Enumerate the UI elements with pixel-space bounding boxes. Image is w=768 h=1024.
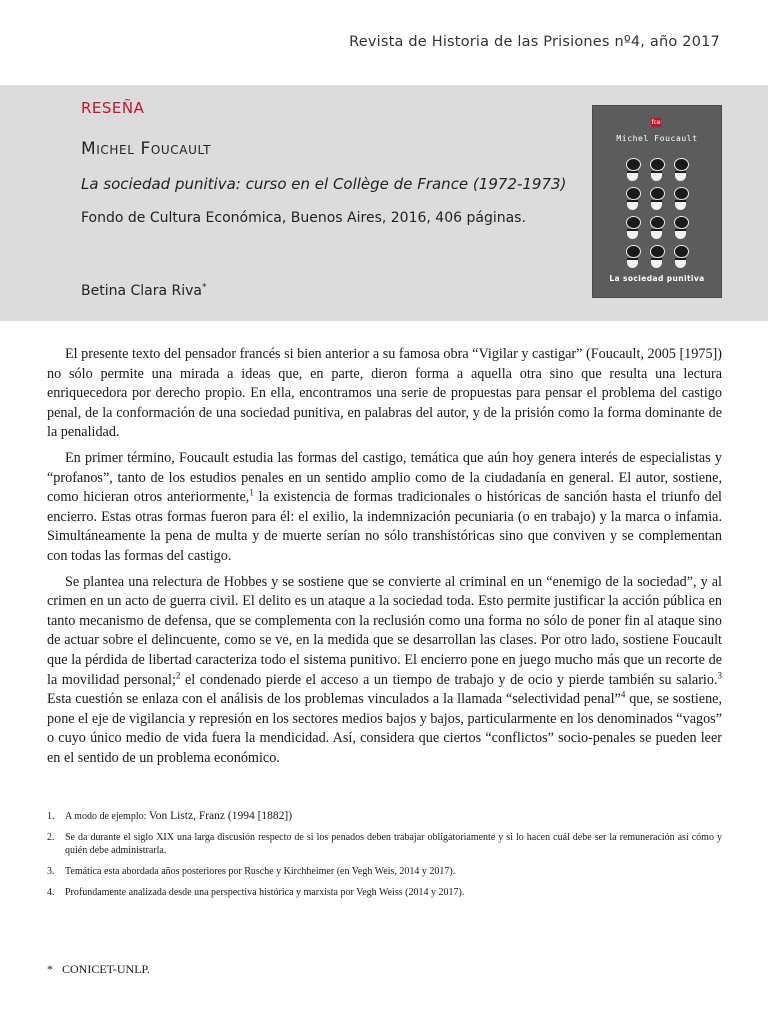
footnote-1 bbox=[47, 810, 722, 823]
affiliation-mark: * bbox=[47, 962, 53, 976]
head-figure-icon bbox=[669, 243, 693, 272]
publisher-info: Fondo de Cultura Económica, Buenos Aires, 2016, 406 páginas. bbox=[81, 210, 526, 226]
journal-header: Revista de Historia de las Prisiones nº4, año 2017 bbox=[349, 34, 720, 50]
paragraph-3-text-a: Se plantea una relectura de Hobbes y se sostiene que se convierte al criminal en un “enemigo de la sociedad”, y al crimen en un acto de guerra civil. El delito es un ataque a la sociedad toda. Esto permite justificar la acción pública en tanto mecanismo de defensa, que se complementa con la reclusión como una forma no sólo de poner fin al ataque sino de actuar sobre el delincuente, como se ve, en la medida que se desarrollan las clases. Por otro lado, sostiene Foucault que la pérdida de libertad caracteriza todo el sistema punitivo. El encierro pone en juego mucho más que un recorte de la movilidad personal; bbox=[47, 573, 722, 688]
footnote-number: 2. bbox=[47, 832, 55, 843]
paragraph-3 bbox=[47, 573, 722, 769]
head-figure-icon bbox=[669, 214, 693, 243]
paragraph-3-text-d: que, se sostiene, pone el eje de vigilancia y represión en los sectores medios bajos y bajos, particularmente en los denominados “vagos” o cuyo único medio de vida fuera la mendicidad. Así, considera que ciertos “conflictos” socio-penales se pueden leer en el sentido de un problema económico. bbox=[47, 691, 723, 766]
book-author: Michel Foucault bbox=[81, 139, 212, 159]
head-figure-icon bbox=[645, 243, 669, 272]
footnote-ref-1: 1 bbox=[249, 487, 254, 498]
cover-illustration bbox=[621, 156, 693, 272]
head-figure-icon bbox=[669, 185, 693, 214]
paragraph-1: El presente texto del pensador francés si bien anterior a su famosa obra “Vigilar y castigar” (Foucault, 2005 [1975]) no sólo permite una mirada a ideas que, en parte, dieron forma a aquella otra sino que resulta una lectura enriquecedora por derecho propio. En ella, encontramos una serie de propuestas para pensar el problema del castigo penal, de la conformación de una sociedad punitiva, en palabras del autor, y de la prisión como la forma dominante de la penalidad. bbox=[47, 346, 722, 441]
paragraph-3-text-c: Esta cuestión se enlaza con el análisis de los problemas vinculados a la llamada “selectividad penal” bbox=[47, 691, 621, 708]
footnote-text: Profundamente analizada desde una perspectiva histórica y marxista por Vegh Weiss (2014 y 2017). bbox=[65, 887, 465, 898]
footnote-reference: Von Listz, Franz (1994 [1882]) bbox=[148, 810, 293, 822]
footnote-text-lead: A modo de ejemplo: bbox=[65, 811, 149, 822]
footnote-text: Se da durante el siglo XIX una larga discusión respecto de si los penados deben trabajar obligatoriamente y si lo hacen cuál debe ser la remuneración así cómo y quién debe administrarla. bbox=[65, 832, 722, 856]
head-figure-icon bbox=[645, 156, 669, 185]
footnotes bbox=[47, 810, 722, 907]
book-cover bbox=[592, 105, 722, 298]
paragraph-2-text-a: En primer término, Foucault estudia las formas del castigo, temática que aún hoy genera interés de especialistas y “profanos”, tanto de los estudios penales en un sentido amplio como de la ciudadanía en general. El autor, sostiene, como hicieran otros anteriormente, bbox=[47, 449, 722, 506]
head-figure-icon bbox=[621, 243, 645, 272]
head-figure-icon bbox=[645, 185, 669, 214]
footnote-number: 1. bbox=[47, 811, 55, 822]
footnote-2 bbox=[47, 831, 722, 857]
head-figure-icon bbox=[621, 214, 645, 243]
author-affiliation bbox=[47, 962, 150, 977]
review-header-box bbox=[0, 85, 768, 321]
paragraph-2-text-b: la existencia de formas tradicionales o históricas de sanción hasta el triunfo del encierro. Estas otras formas fueron para él: el exilio, la indemnización pecuniaria (o en trabajo) y la marca o infamia. Simultáneamente la pena de multa y de muerte serían no sólo transhistóricas sino que conviven y se complementan con todas las formas del castigo. bbox=[47, 489, 722, 564]
footnote-text: Temática esta abordada años posteriores por Rusche y Kirchheimer (en Vegh Weis, 2014 y 2017). bbox=[65, 866, 456, 877]
footnote-ref-2: 2 bbox=[175, 669, 181, 680]
footnote-3 bbox=[47, 865, 722, 878]
affiliation-text: CONICET-UNLP. bbox=[62, 962, 150, 976]
head-figure-icon bbox=[669, 156, 693, 185]
footnote-number: 3. bbox=[47, 866, 55, 877]
cover-title: La sociedad punitiva bbox=[609, 274, 705, 283]
reviewer-name-text: Betina Clara Riva bbox=[81, 283, 203, 299]
footnote-number: 4. bbox=[47, 887, 55, 898]
head-figure-icon bbox=[645, 214, 669, 243]
paragraph-3-text-b: el condenado pierde el acceso a un tiempo de trabajo y de ocio y pierde también su salario. bbox=[180, 671, 718, 688]
section-label: RESEÑA bbox=[81, 99, 145, 117]
footnote-ref-4: 4 bbox=[620, 689, 626, 700]
head-figure-icon bbox=[621, 185, 645, 214]
publisher-logo-icon: fce bbox=[651, 119, 661, 126]
reviewer-affiliation-mark: * bbox=[202, 282, 207, 293]
reviewer-name bbox=[81, 283, 207, 299]
cover-author: Michel Foucault bbox=[616, 134, 698, 143]
head-figure-icon bbox=[621, 156, 645, 185]
footnote-text bbox=[65, 810, 722, 823]
footnote-4 bbox=[47, 886, 722, 899]
review-body bbox=[47, 345, 722, 774]
book-title: La sociedad punitiva: curso en el Collège de France (1972-1973) bbox=[81, 175, 567, 193]
paragraph-2 bbox=[47, 449, 722, 567]
footnote-ref-3: 3 bbox=[717, 669, 723, 680]
